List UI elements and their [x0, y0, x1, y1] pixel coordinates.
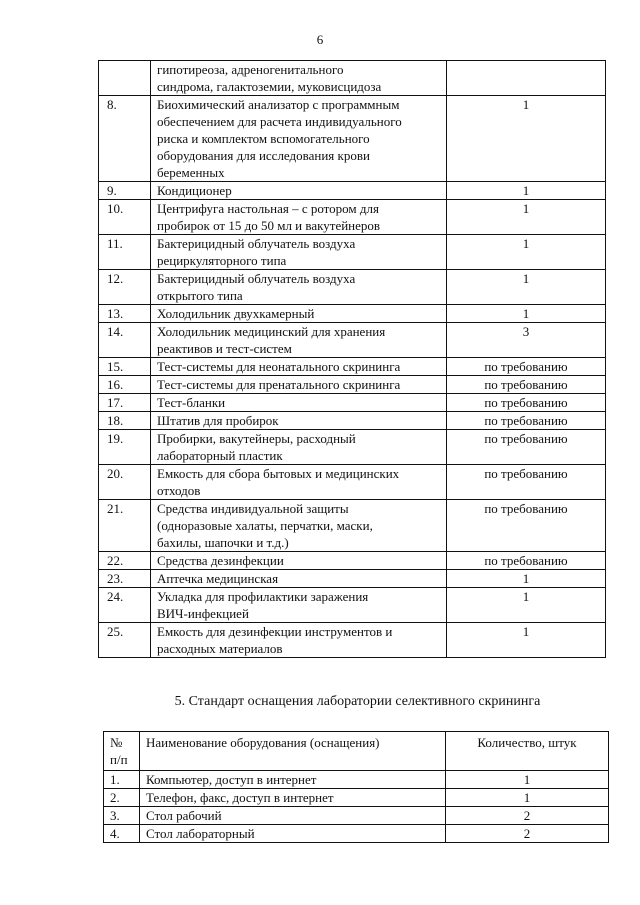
- row-number: 23.: [99, 570, 151, 588]
- equipment-name: [151, 358, 447, 376]
- equipment-name-line: Центрифуга настольная – с ротором для: [157, 201, 379, 216]
- equipment-name-line: Аптечка медицинская: [157, 571, 279, 586]
- equipment-name: [151, 376, 447, 394]
- equipment-quantity: по требованию: [447, 358, 606, 376]
- equipment-name-line: Средства дезинфекции: [157, 553, 284, 568]
- equipment-quantity: по требованию: [447, 394, 606, 412]
- equipment-name-line: Емкость для дезинфекции инструментов и: [157, 624, 393, 639]
- table-row: [99, 500, 606, 552]
- equipment-name-line: Тест-системы для пренатального скрининга: [157, 377, 401, 392]
- equipment-quantity: по требованию: [447, 430, 606, 465]
- equipment-name-line: Бактерицидный облучатель воздуха: [157, 236, 356, 251]
- equipment-name-line: (одноразовые халаты, перчатки, маски,: [157, 518, 373, 533]
- equipment-name: Компьютер, доступ в интернет: [140, 771, 446, 789]
- equipment-name-line: Тест-системы для неонатального скрининга: [157, 359, 401, 374]
- equipment-name: [151, 588, 447, 623]
- row-number: 2.: [104, 789, 140, 807]
- equipment-name-line: Емкость для сбора бытовых и медицинских: [157, 466, 400, 481]
- equipment-name-line: Холодильник медицинский для хранения: [157, 324, 386, 339]
- table-row: [99, 376, 606, 394]
- equipment-name-line: синдрома, галактоземии, муковисцидоза: [157, 79, 382, 94]
- table-row: [99, 552, 606, 570]
- table-header-row: [104, 732, 609, 771]
- header-number-line: №: [110, 735, 123, 750]
- row-number: 20.: [99, 465, 151, 500]
- table-row: [99, 623, 606, 658]
- equipment-name-line: рециркуляторного типа: [157, 253, 287, 268]
- equipment-name-line: гипотиреоза, адреногенитального: [157, 62, 344, 77]
- row-number: 4.: [104, 825, 140, 843]
- equipment-quantity: 1: [447, 305, 606, 323]
- equipment-quantity: 1: [447, 588, 606, 623]
- equipment-name: [151, 61, 447, 96]
- equipment-name: Телефон, факс, доступ в интернет: [140, 789, 446, 807]
- equipment-quantity: по требованию: [447, 376, 606, 394]
- row-number: 22.: [99, 552, 151, 570]
- table-row: [99, 61, 606, 96]
- header-quantity-cell: Количество, штук: [446, 732, 609, 771]
- equipment-name-line: отходов: [157, 483, 201, 498]
- equipment-name-line: бахилы, шапочки и т.д.): [157, 535, 289, 550]
- header-name-cell: Наименование оборудования (оснащения): [140, 732, 446, 771]
- row-number: 1.: [104, 771, 140, 789]
- equipment-name: [151, 270, 447, 305]
- table-row: [104, 825, 609, 843]
- table-row: [99, 588, 606, 623]
- table-row: [99, 358, 606, 376]
- equipment-name-line: лабораторный пластик: [157, 448, 283, 463]
- equipment-name-line: Холодильник двухкамерный: [157, 306, 315, 321]
- equipment-name-line: пробирок от 15 до 50 мл и вакутейнеров: [157, 218, 381, 233]
- row-number: 9.: [99, 182, 151, 200]
- row-number: 18.: [99, 412, 151, 430]
- equipment-quantity: [447, 61, 606, 96]
- row-number: 10.: [99, 200, 151, 235]
- equipment-quantity: 1: [447, 270, 606, 305]
- equipment-name: Стол рабочий: [140, 807, 446, 825]
- row-number: 17.: [99, 394, 151, 412]
- equipment-name: Стол лабораторный: [140, 825, 446, 843]
- table-row: [104, 807, 609, 825]
- equipment-name: [151, 623, 447, 658]
- row-number: 3.: [104, 807, 140, 825]
- equipment-name-line: риска и комплектом вспомогательного: [157, 131, 370, 146]
- table-row: [99, 200, 606, 235]
- equipment-name-line: Укладка для профилактики заражения: [157, 589, 369, 604]
- equipment-quantity: 1: [447, 570, 606, 588]
- equipment-name-line: Бактерицидный облучатель воздуха: [157, 271, 356, 286]
- equipment-quantity: 1: [447, 623, 606, 658]
- row-number: 11.: [99, 235, 151, 270]
- table-row: [99, 394, 606, 412]
- header-number-line: п/п: [110, 752, 128, 767]
- equipment-name-line: ВИЧ-инфекцией: [157, 606, 249, 621]
- equipment-name-line: Средства индивидуальной защиты: [157, 501, 349, 516]
- page-number: 6: [316, 32, 324, 47]
- equipment-name: [151, 323, 447, 358]
- equipment-name-line: оборудования для исследования крови: [157, 148, 370, 163]
- row-number: 25.: [99, 623, 151, 658]
- table-row: [104, 771, 609, 789]
- table-row: [104, 789, 609, 807]
- equipment-name-line: расходных материалов: [157, 641, 283, 656]
- equipment-name: [151, 412, 447, 430]
- equipment-name: [151, 570, 447, 588]
- equipment-quantity: 1: [446, 789, 609, 807]
- equipment-name-line: открытого типа: [157, 288, 243, 303]
- header-number-cell: [104, 732, 140, 771]
- equipment-quantity: по требованию: [447, 552, 606, 570]
- equipment-name: [151, 465, 447, 500]
- section-5-title: 5. Стандарт оснащения лаборатории селективного скрининга: [174, 694, 541, 709]
- row-number: 8.: [99, 96, 151, 182]
- equipment-quantity: по требованию: [447, 465, 606, 500]
- equipment-quantity: 1: [447, 235, 606, 270]
- row-number: 19.: [99, 430, 151, 465]
- row-number: 16.: [99, 376, 151, 394]
- equipment-table-continued: [98, 60, 606, 658]
- table-row: [99, 465, 606, 500]
- table-row: [99, 430, 606, 465]
- equipment-name-line: Тест-бланки: [157, 395, 226, 410]
- equipment-quantity: 1: [447, 200, 606, 235]
- equipment-name: [151, 235, 447, 270]
- equipment-quantity: по требованию: [447, 500, 606, 552]
- equipment-name: [151, 96, 447, 182]
- equipment-quantity: 1: [446, 771, 609, 789]
- table-row: [99, 182, 606, 200]
- equipment-name-line: беременных: [157, 165, 225, 180]
- equipment-name-line: реактивов и тест-систем: [157, 341, 292, 356]
- table-row: [99, 570, 606, 588]
- equipment-name: [151, 500, 447, 552]
- equipment-name-line: Биохимический анализатор с программным: [157, 97, 400, 112]
- equipment-name-line: Штатив для пробирок: [157, 413, 279, 428]
- equipment-quantity: 2: [446, 825, 609, 843]
- equipment-name-line: Кондиционер: [157, 183, 232, 198]
- equipment-name: [151, 552, 447, 570]
- equipment-quantity: 3: [447, 323, 606, 358]
- row-number: 15.: [99, 358, 151, 376]
- row-number: 13.: [99, 305, 151, 323]
- equipment-name: [151, 305, 447, 323]
- row-number: [99, 61, 151, 96]
- table-row: [99, 235, 606, 270]
- table-row: [99, 323, 606, 358]
- equipment-quantity: 1: [447, 182, 606, 200]
- row-number: 24.: [99, 588, 151, 623]
- equipment-name: [151, 200, 447, 235]
- equipment-name: [151, 430, 447, 465]
- equipment-quantity: 2: [446, 807, 609, 825]
- table-row: [99, 96, 606, 182]
- equipment-name: [151, 394, 447, 412]
- table-row: [99, 412, 606, 430]
- equipment-name-line: обеспечением для расчета индивидуального: [157, 114, 402, 129]
- equipment-quantity: по требованию: [447, 412, 606, 430]
- row-number: 21.: [99, 500, 151, 552]
- table-row: [99, 270, 606, 305]
- laboratory-equipment-table: [103, 731, 609, 843]
- row-number: 12.: [99, 270, 151, 305]
- row-number: 14.: [99, 323, 151, 358]
- equipment-name-line: Пробирки, вакутейнеры, расходный: [157, 431, 356, 446]
- table-row: [99, 305, 606, 323]
- equipment-quantity: 1: [447, 96, 606, 182]
- equipment-name: [151, 182, 447, 200]
